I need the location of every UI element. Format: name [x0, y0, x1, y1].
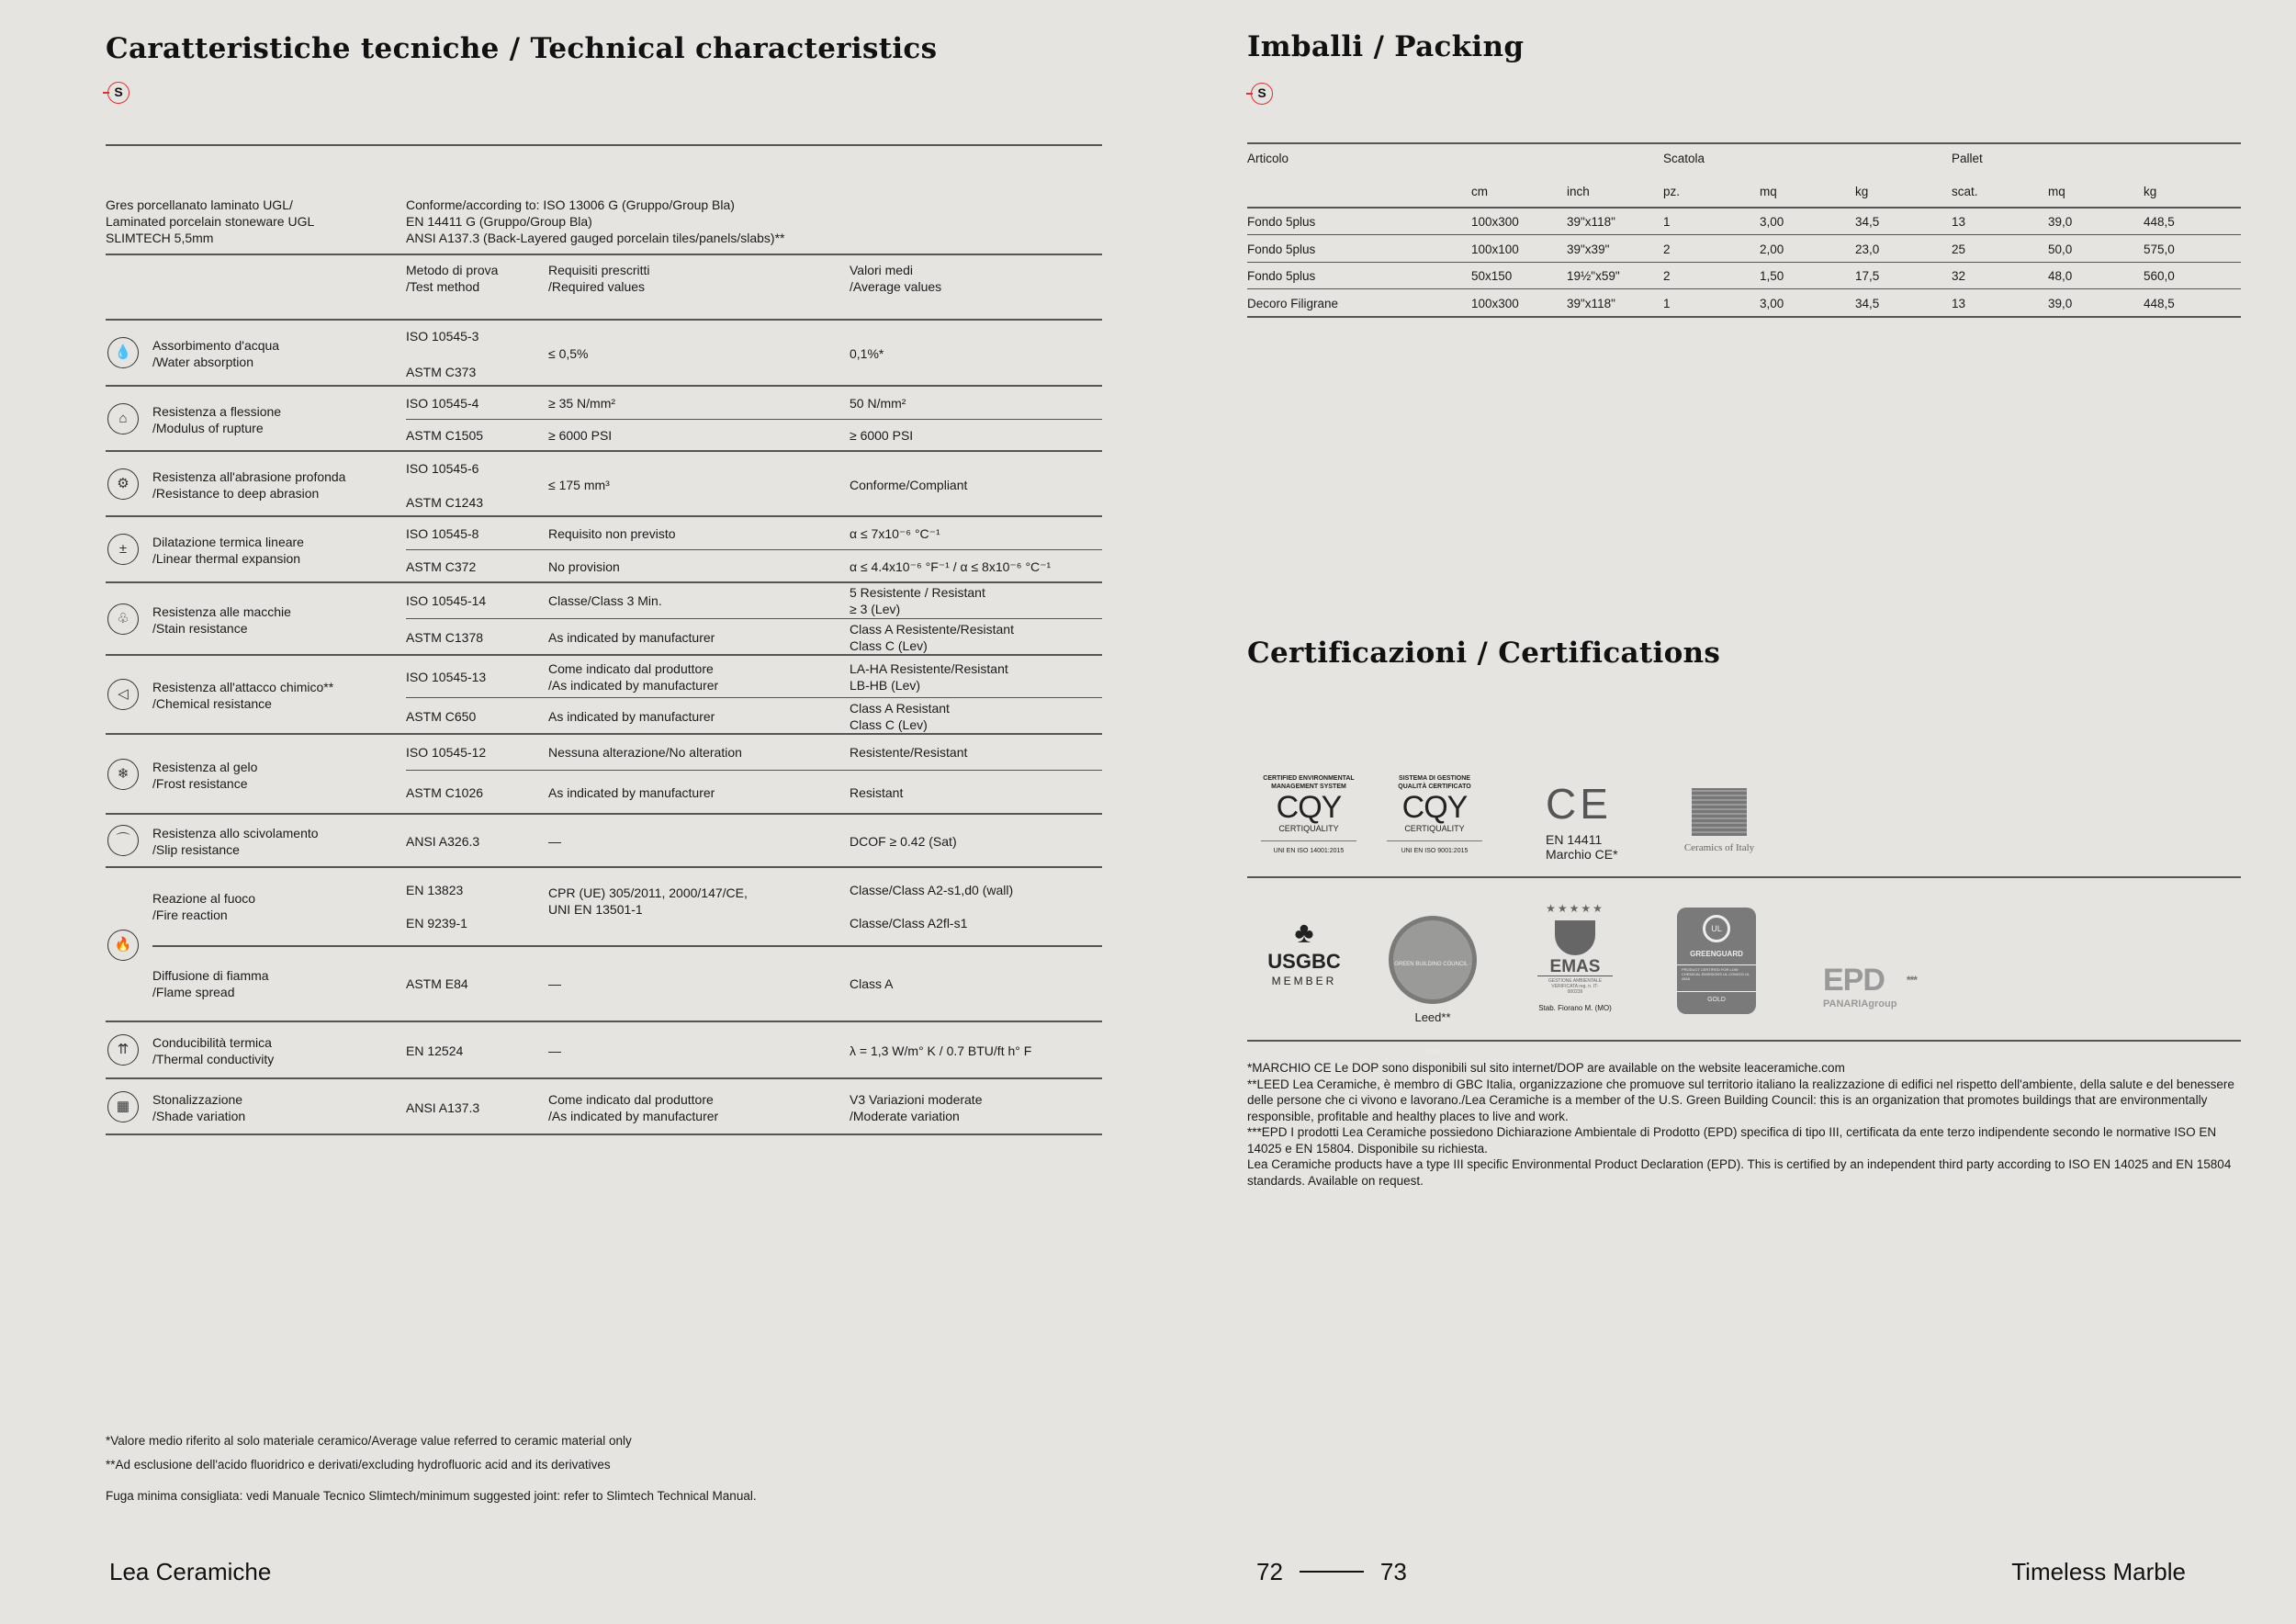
required-value: — — [548, 834, 561, 849]
packing-cell: 448,5 — [2144, 215, 2175, 229]
average-value: 0,1%* — [850, 345, 884, 361]
packing-cell: 50,0 — [2048, 242, 2073, 256]
row-divider — [1247, 316, 2241, 318]
property-label: Dilatazione termica lineare /Linear thermal expansion — [152, 535, 304, 566]
brand-name: Lea Ceramiche — [109, 1558, 272, 1585]
packing-cell: 2,00 — [1760, 242, 1784, 256]
test-method: ANSI A326.3 — [406, 834, 480, 849]
property-label: Diffusione di fiamma /Flame spread — [152, 968, 269, 999]
average-value: Conforme/Compliant — [850, 477, 968, 492]
page-separator — [1300, 1571, 1364, 1573]
stain-icon: ♧ — [107, 603, 139, 635]
required-value: Classe/Class 3 Min. — [548, 593, 662, 608]
slimtech-s-badge-icon: S — [1251, 83, 1273, 105]
packing-cell: 13 — [1952, 296, 1966, 310]
ceramics-of-italy-logo: Ceramics of Italy — [1673, 788, 1765, 856]
packing-article: Decoro Filigrane — [1247, 296, 1339, 310]
packing-cell: 3,00 — [1760, 296, 1784, 310]
packing-cell: 25 — [1952, 242, 1966, 256]
required-value: Nessuna alterazione/No alteration — [548, 745, 742, 760]
certiquality-14001-logo: CERTIFIED ENVIRONMENTAL MANAGEMENT SYSTEM CQY CERTIQUALITY UNI EN ISO 14001:2015 — [1254, 774, 1364, 860]
water-drop-icon: 💧 — [107, 337, 139, 368]
slip-icon: ⌒ — [107, 825, 139, 856]
packing-cell: 39"x118" — [1567, 296, 1615, 310]
page-title-certifications: Certificazioni / Certifications — [1247, 637, 1721, 670]
packing-cell: 48,0 — [2048, 269, 2073, 283]
packing-cell: 34,5 — [1855, 296, 1880, 310]
test-method: ISO 10545-6 — [406, 460, 479, 476]
required-value: No provision — [548, 558, 620, 574]
divider — [1247, 876, 2241, 878]
packing-cell: 560,0 — [2144, 269, 2175, 283]
certification-notes: *MARCHIO CE Le DOP sono disponibili sul sito internet/DOP are available on the website leaceramiche.com **LEED Lea Ceramiche, è membro di GBC Italia, organizzazione che promuove sul territorio italiano la realizzazione di edifici nel rispetto dell'ambiente, della salute e del benessere delle persone che ci vivono e lavorano./Lea Ceramiche is a member of the U.S. Green Building Council: this is an organization that promotes buildings that are environmentally responsible, profitable and healthy places to live and work. ***EPD I prodotti Lea Ceramiche possiedono Dichiarazione Ambientale di Prodotto (EPD) specifica di tipo III, certificata da ente terzo indipendente secondo le normative ISO EN 14025 e EN 15804. Disponibile su richiesta. Lea Ceramiche products have a type III specific Environmental Product Declaration (EPD). This is certified by an independent third party according to ISO EN 14025 and EN 15804 standards. Available on request. — [1247, 1061, 2234, 1188]
required-value: CPR (UE) 305/2011, 2000/147/CE, UNI EN 13501-1 — [548, 885, 748, 917]
test-method: ASTM C1378 — [406, 629, 484, 645]
average-value: Class A Resistant Class C (Lev) — [850, 700, 950, 732]
average-value: λ = 1,3 W/m° K / 0.7 BTU/ft h° F — [850, 1043, 1032, 1058]
page-number-right: 73 — [1379, 1558, 1407, 1585]
required-value: As indicated by manufacturer — [548, 784, 715, 800]
packing-column-header: mq — [1760, 185, 1777, 198]
property-label: Resistenza all'attacco chimico** /Chemical resistance — [152, 680, 334, 711]
test-method: ISO 10545-3 — [406, 329, 479, 344]
packing-cell: 448,5 — [2144, 296, 2175, 310]
usgbc-member-logo: ♣ USGBC MEMBER — [1258, 914, 1350, 989]
packing-cell: 13 — [1952, 215, 1966, 229]
packing-cell: 39,0 — [2048, 296, 2073, 310]
product-description: Gres porcellanato laminato UGL/ Laminated porcelain stoneware UGL SLIMTECH 5,5mm — [106, 197, 315, 245]
product-norms: Conforme/according to: ISO 13006 G (Gruppo/Group Bla) EN 14411 G (Gruppo/Group Bla) ANSI A137.3 (Back-Layered gauged porcelain tiles/panels/slabs)** — [406, 197, 785, 245]
property-label: Stonalizzazione /Shade variation — [152, 1091, 246, 1123]
collection-name: Timeless Marble — [2011, 1558, 2186, 1585]
test-method: ASTM E84 — [406, 976, 468, 991]
row-divider — [152, 945, 1102, 947]
required-value: Requisito non previsto — [548, 525, 676, 541]
property-label: Resistenza allo scivolamento /Slip resistance — [152, 826, 319, 857]
table-row — [106, 815, 1102, 868]
packing-article: Fondo 5plus — [1247, 242, 1316, 256]
emas-logo: ★★★★★ EMAS GESTIONE AMBIENTALE VERIFICATA reg. n. IT-000239 Stab. Fiorano M. (MO) — [1538, 902, 1612, 1012]
table-row — [106, 868, 1102, 1022]
required-value: ≤ 175 mm³ — [548, 477, 610, 492]
average-value: α ≤ 7x10⁻⁶ °C⁻¹ — [850, 525, 940, 541]
packing-cell: 100x100 — [1471, 242, 1519, 256]
packing-cell: 2 — [1663, 242, 1671, 256]
row-divider — [406, 419, 1102, 420]
required-value: — — [548, 1043, 561, 1058]
packing-column-header: inch — [1567, 185, 1590, 198]
property-label: Conducibilità termica /Thermal conductivity — [152, 1035, 275, 1066]
packing-cell: 39,0 — [2048, 215, 2073, 229]
required-value: ≥ 6000 PSI — [548, 428, 613, 443]
average-value: Resistente/Resistant — [850, 745, 968, 760]
packing-article: Fondo 5plus — [1247, 269, 1316, 283]
test-method: EN 12524 — [406, 1043, 464, 1058]
packing-cell: 39"x118" — [1567, 215, 1615, 229]
packing-group-box: Scatola — [1663, 152, 1705, 165]
average-value: Class A — [850, 976, 894, 991]
divider — [1247, 142, 2241, 144]
average-value: Resistant — [850, 784, 904, 800]
shade-variation-icon: ▦ — [107, 1091, 139, 1122]
test-method: ASTM C1026 — [406, 784, 484, 800]
test-method: ANSI A137.3 — [406, 1100, 480, 1115]
row-divider — [1247, 288, 2241, 289]
average-value: α ≤ 4.4x10⁻⁶ °F⁻¹ / α ≤ 8x10⁻⁶ °C⁻¹ — [850, 558, 1052, 574]
table-row — [106, 656, 1102, 735]
table-row — [106, 735, 1102, 815]
packing-cell: 1 — [1663, 215, 1671, 229]
row-divider — [406, 697, 1102, 698]
flexion-icon: ⌂ — [107, 403, 139, 434]
test-method: ASTM C373 — [406, 364, 477, 379]
row-divider — [406, 618, 1102, 619]
divider — [1247, 207, 2241, 209]
packing-cell: 100x300 — [1471, 296, 1519, 310]
property-label: Resistenza al gelo /Frost resistance — [152, 759, 258, 791]
packing-cell: 100x300 — [1471, 215, 1519, 229]
page-numbers — [1256, 1558, 1407, 1585]
packing-cell: 2 — [1663, 269, 1671, 283]
average-value: 50 N/mm² — [850, 395, 906, 411]
header-average-values: Valori medi /Average values — [850, 263, 942, 294]
chemical-icon: ◁ — [107, 679, 139, 710]
required-value: As indicated by manufacturer — [548, 708, 715, 724]
table-row — [106, 1079, 1102, 1135]
row-divider — [406, 770, 1102, 771]
test-method: ISO 10545-4 — [406, 395, 479, 411]
test-method: ASTM C1243 — [406, 495, 484, 511]
header-test-method: Metodo di prova /Test method — [406, 263, 499, 294]
test-method: ASTM C1505 — [406, 428, 484, 443]
divider — [106, 254, 1102, 255]
required-value: As indicated by manufacturer — [548, 629, 715, 645]
packing-cell: 17,5 — [1855, 269, 1880, 283]
test-method: ASTM C372 — [406, 558, 477, 574]
table-row — [106, 452, 1102, 517]
average-value: DCOF ≥ 0.42 (Sat) — [850, 834, 957, 849]
fire-icon: 🔥 — [107, 930, 139, 961]
table-row — [106, 517, 1102, 583]
property-label: Resistenza alle macchie /Stain resistance — [152, 603, 291, 636]
greenguard-gold-logo: UL GREENGUARD PRODUCT CERTIFIED FOR LOW CHEMICAL EMISSIONS UL.COM/GG UL 2818 GOLD — [1677, 908, 1756, 1014]
table-row — [106, 583, 1102, 656]
test-method: EN 13823 EN 9239-1 — [406, 883, 467, 930]
page-title-technical: Caratteristiche tecniche / Technical characteristics — [106, 32, 938, 65]
packing-column-header: scat. — [1952, 185, 1978, 198]
packing-cell: 1,50 — [1760, 269, 1784, 283]
packing-column-header: kg — [2144, 185, 2157, 198]
packing-column-header: mq — [2048, 185, 2065, 198]
divider — [106, 144, 1102, 146]
row-divider — [406, 549, 1102, 550]
packing-column-header: kg — [1855, 185, 1869, 198]
test-method: ISO 10545-14 — [406, 593, 487, 608]
average-value: LA-HA Resistente/Resistant LB-HB (Lev) — [850, 660, 1008, 693]
packing-cell: 1 — [1663, 296, 1671, 310]
packing-cell: 3,00 — [1760, 215, 1784, 229]
property-label: Resistenza all'abrasione profonda /Resistance to deep abrasion — [152, 468, 346, 501]
packing-cell: 32 — [1952, 269, 1966, 283]
test-method: ASTM C650 — [406, 708, 477, 724]
average-value: ≥ 6000 PSI — [850, 428, 914, 443]
packing-article: Fondo 5plus — [1247, 215, 1316, 229]
frost-icon: ❄ — [107, 759, 139, 790]
packing-group-article: Articolo — [1247, 152, 1289, 165]
test-method: ISO 10545-13 — [406, 669, 487, 684]
slimtech-s-badge-icon: S — [107, 82, 129, 104]
required-value: ≥ 35 N/mm² — [548, 395, 616, 411]
page-number-left: 72 — [1256, 1558, 1283, 1585]
epd-panaria-logo: EPD *** PANARIAgroup — [1823, 963, 1917, 1009]
ce-mark-logo: CE EN 14411 Marchio CE* — [1546, 780, 1618, 862]
test-method: ISO 10545-12 — [406, 745, 487, 760]
page-title-packing: Imballi / Packing — [1247, 30, 1525, 63]
footnote-1: *Valore medio riferito al solo materiale ceramico/Average value referred to ceramic material only — [106, 1434, 632, 1448]
required-value: ≤ 0,5% — [548, 345, 589, 361]
property-label: Assorbimento d'acqua /Water absorption — [152, 337, 280, 369]
footnote-joint: Fuga minima consigliata: vedi Manuale Tecnico Slimtech/minimum suggested joint: refer to Slimtech Technical Manual. — [106, 1489, 757, 1503]
header-required-values: Requisiti prescritti /Required values — [548, 263, 650, 294]
packing-cell: 19½"x59" — [1567, 269, 1620, 283]
average-value: 5 Resistente / Resistant ≥ 3 (Lev) — [850, 585, 985, 616]
certiquality-9001-logo: SISTEMA DI GESTIONE QUALITÀ CERTIFICATO CQY CERTIQUALITY UNI EN ISO 9001:2015 — [1379, 774, 1490, 860]
packing-cell: 34,5 — [1855, 215, 1880, 229]
packing-cell: 575,0 — [2144, 242, 2175, 256]
property-label: Reazione al fuoco /Fire reaction — [152, 891, 256, 922]
required-value: Come indicato dal produttore /As indicated by manufacturer — [548, 660, 719, 693]
required-value: — — [548, 976, 561, 991]
average-value: V3 Variazioni moderate /Moderate variation — [850, 1091, 983, 1123]
thermal-conductivity-icon: ⇈ — [107, 1034, 139, 1066]
packing-cell: 39"x39" — [1567, 242, 1610, 256]
thermal-expansion-icon: ± — [107, 534, 139, 565]
average-value: Class A Resistente/Resistant Class C (Lev) — [850, 621, 1014, 653]
leed-gbc-italia-logo: GREEN BUILDING COUNCIL · ITALIA Leed** — [1387, 916, 1479, 1026]
table-row — [106, 1022, 1102, 1079]
packing-group-pallet: Pallet — [1952, 152, 1983, 165]
packing-column-header: cm — [1471, 185, 1488, 198]
oak-leaf-icon: ♣ — [1294, 916, 1314, 949]
abrasion-gear-icon: ⚙ — [107, 468, 139, 500]
row-divider — [1247, 262, 2241, 263]
row-divider — [1247, 234, 2241, 235]
packing-column-header: pz. — [1663, 185, 1681, 198]
table-row — [106, 320, 1102, 387]
average-value: Classe/Class A2-s1,d0 (wall) Classe/Class A2fl-s1 — [850, 883, 1014, 930]
required-value: Come indicato dal produttore /As indicated by manufacturer — [548, 1091, 719, 1123]
packing-cell: 23,0 — [1855, 242, 1880, 256]
table-row — [106, 387, 1102, 452]
packing-cell: 50x150 — [1471, 269, 1513, 283]
divider — [1247, 1040, 2241, 1042]
footnote-2: **Ad esclusione dell'acido fluoridrico e derivati/excluding hydrofluoric acid and its derivatives — [106, 1458, 611, 1472]
property-label: Resistenza a flessione /Modulus of rupture — [152, 403, 282, 435]
test-method: ISO 10545-8 — [406, 525, 479, 541]
